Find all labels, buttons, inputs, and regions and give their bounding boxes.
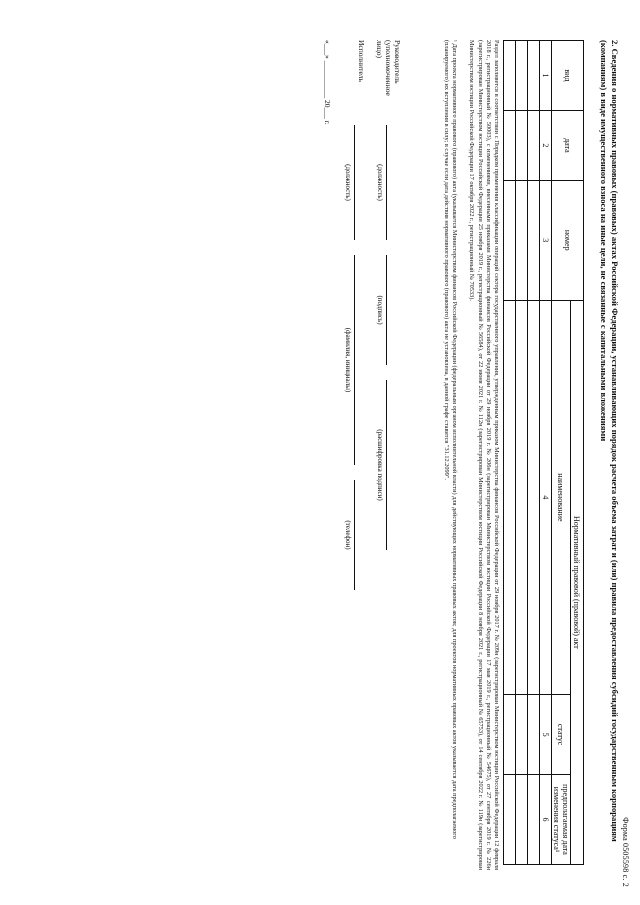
acts-table: [503, 40, 584, 865]
section-title: 2. Сведения о нормативных правовых (правовых) актах Российской Федерации, устанавливающих порядок расчета объема затрат и (или) правила предоставления субсидий государственным корпорациям (компаниям) в виде имущественного взноса на иные цели, не связанные с капитальными вложениями: [599, 40, 620, 842]
caption-executor-position: (должность): [344, 164, 352, 201]
col-header-status-date: предполагаемая дата изменения статуса¹: [552, 775, 571, 865]
col-header-type: вид: [552, 41, 584, 111]
col-header-status: статус: [552, 695, 571, 775]
col-number-6: 6: [540, 775, 552, 865]
col-header-date: дата: [552, 110, 584, 180]
group-header: Нормативный правовой (правовой) акт: [571, 300, 584, 864]
caption-position: (должность): [376, 164, 384, 201]
col-header-number: номер: [552, 180, 584, 300]
table-row: [516, 41, 528, 865]
head-position-line: [386, 125, 387, 240]
footnote: ¹ Дата проекта нормативного правового (правового) акта (указывается Министерством финансов Российской Федерации (федеральным органом исполнительной власти) для действующих нормативных правовых актов; для проектов нормативных правовых актов указывается дата предполагаемого (планируемого) их вступления в силу; в случае если дата действия нормативного правового (правового) акта не установлена, в данной графе ставится "31.12.2099".: [442, 40, 458, 839]
col-number-4: 4: [540, 300, 552, 694]
table-row: [504, 41, 516, 865]
head-label: Руководитель (уполномоченное лицо): [375, 40, 402, 96]
caption-phone: (телефон): [344, 520, 352, 550]
head-decode-line: [386, 380, 387, 550]
col-number-2: 2: [540, 110, 552, 180]
executor-fio-line: [354, 255, 355, 465]
caption-fio: (фамилия, инициалы): [344, 327, 352, 393]
form-code: Форма 0505598 с. 2: [621, 817, 630, 887]
caption-decode: (расшифровка подписи): [376, 429, 384, 501]
col-number-3: 3: [540, 180, 552, 300]
col-number-5: 5: [540, 695, 552, 775]
head-signature-line: [386, 255, 387, 365]
table-row: [528, 41, 540, 865]
executor-label: Исполнитель: [357, 40, 366, 82]
col-number-1: 1: [540, 41, 552, 111]
date-line: «___» __________ 20___ г.: [323, 40, 332, 125]
executor-phone-line: [354, 480, 355, 590]
caption-signature: (подпись): [376, 295, 384, 325]
col-header-name: наименование: [552, 300, 571, 694]
reference-paragraph: Раздел заполняется в соответствии с Порядком применения классификации операций сектора государственного управления, утвержденным приказом Министерства финансов Российской Федерации от 29 ноября 2017 г. № 209н (зарегистрирован Министерством юстиции Российской Федерации 12 февраля 2018 г., регистрационный № 50003), с изменениями, внесенными приказами Министерства финансов Российской Федерации от 29 ноября 2019 г. № 206н (зарегистрирован Министерством юстиции Российской Федерации 17 мая 2019 г., регистрационный № 54675), от 27 сентября 2019 г. № 226н (зарегистрирован Министерством юстиции Российской Федерации 25 ноября 2019 г., регистрационный № 56584), от 22 июня 2021 г. № 112н (зарегистрирован Министерством юстиции Российской Федерации 8 ноября 2021 г., регистрационный № 65753), от 14 сентября 2022 г. № 119н (зарегистрирован Министерством юстиции Российской Федерации 17 октября 2022 г., регистрационный № 70533).: [468, 40, 500, 870]
executor-position-line: [354, 125, 355, 240]
